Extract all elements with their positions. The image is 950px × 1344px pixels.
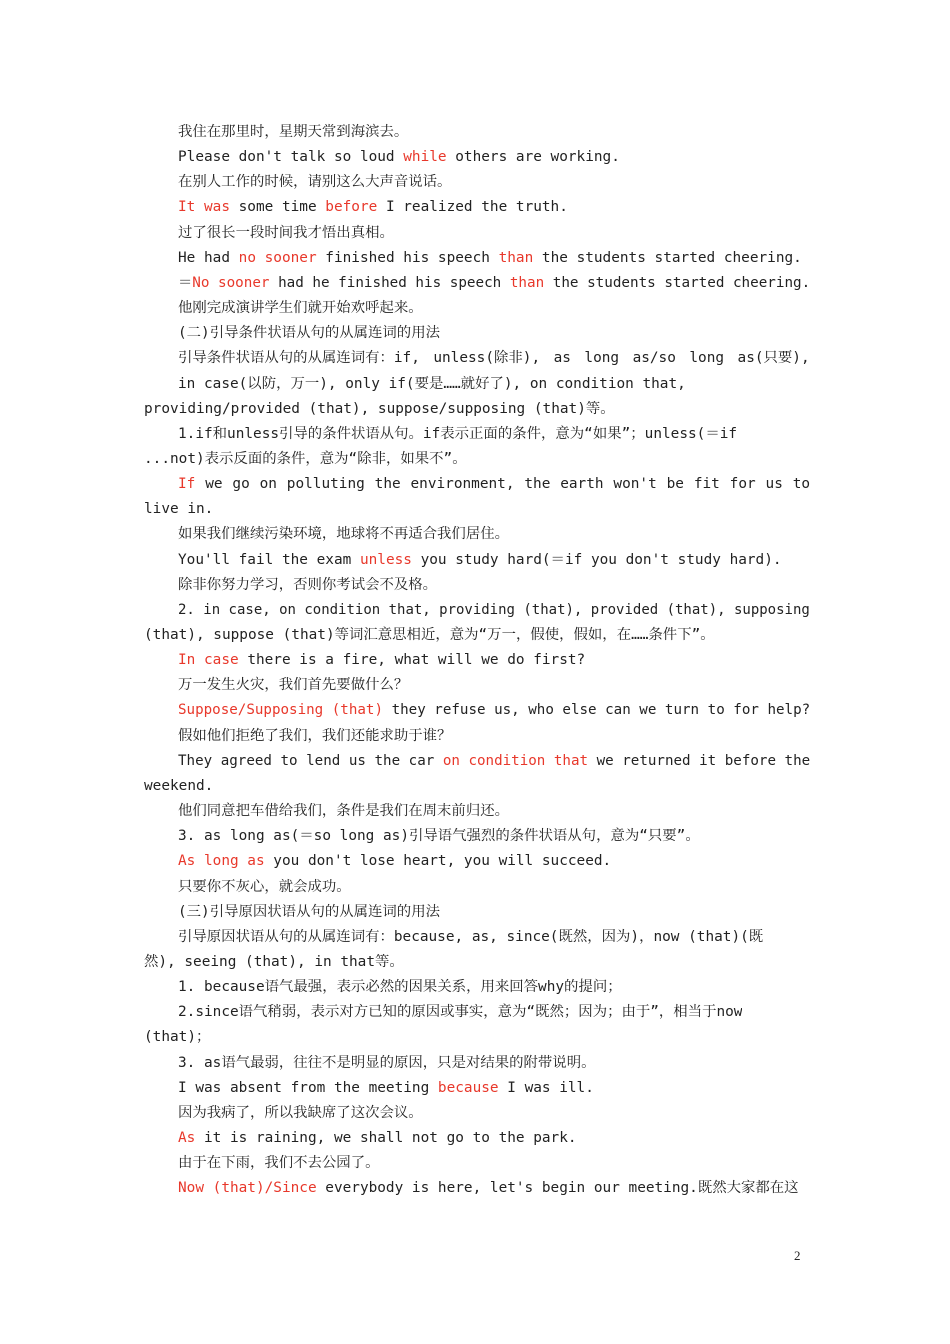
text-line bbox=[144, 775, 213, 797]
text-segment: the students started cheering. bbox=[533, 249, 802, 266]
text-line bbox=[178, 146, 620, 168]
text-segment: 引导原因状语从句的从属连词有：because, as, since(既然，因为)，now (that)(既 bbox=[178, 928, 764, 945]
text-segment: 如果我们继续污染环境，地球将不再适合我们居住。 bbox=[178, 526, 509, 543]
text-segment: (that)； bbox=[144, 1029, 211, 1046]
text-line bbox=[178, 222, 394, 244]
text-line bbox=[178, 725, 451, 747]
text-segment: we go on polluting the environment, the earth won't be fit for us to bbox=[195, 476, 811, 493]
keyword-highlight: It was bbox=[178, 199, 230, 216]
text-segment: 他们同意把车借给我们，条件是我们在周末前归还。 bbox=[178, 803, 509, 819]
keyword-highlight: As long as bbox=[178, 853, 265, 870]
keyword-highlight: before bbox=[325, 199, 378, 216]
text-segment: the students started cheering. bbox=[544, 274, 811, 291]
text-line bbox=[178, 649, 585, 671]
text-line bbox=[178, 976, 622, 998]
text-line bbox=[178, 322, 440, 344]
text-line bbox=[178, 272, 810, 294]
text-line bbox=[178, 674, 408, 696]
text-line bbox=[144, 398, 615, 420]
text-segment: Please don't talk so loud bbox=[178, 149, 404, 166]
text-line bbox=[178, 800, 509, 822]
text-segment: providing/provided (that), suppose/supposing (that)等。 bbox=[144, 400, 615, 417]
text-segment: You'll fail the exam bbox=[178, 551, 360, 568]
text-line bbox=[178, 876, 351, 898]
text-line bbox=[178, 599, 810, 621]
text-segment: 万一发生火灾，我们首先要做什么？ bbox=[178, 677, 409, 694]
text-segment: live in. bbox=[144, 501, 214, 518]
text-segment: it is raining, we shall not go to the park. bbox=[195, 1130, 577, 1146]
text-segment: 2. in case, on condition that, providing (that), provided (that), supposing bbox=[178, 601, 810, 618]
keyword-highlight: than bbox=[509, 274, 545, 291]
text-segment: (三)引导原因状语从句的从属连词的用法 bbox=[178, 903, 440, 920]
text-segment: you study hard(＝if you don't study hard). bbox=[411, 551, 782, 568]
text-segment: 3. as long as(＝so long as)引导语气强烈的条件状语从句，意为“只要”。 bbox=[178, 828, 700, 845]
text-segment: 因为我病了，所以我缺席了这次会议。 bbox=[178, 1104, 423, 1121]
text-segment: I was ill. bbox=[498, 1079, 594, 1096]
text-segment: weekend. bbox=[144, 777, 214, 794]
text-line bbox=[178, 373, 686, 395]
text-line bbox=[178, 423, 737, 445]
text-segment: 在别人工作的时候，请别这么大声音说话。 bbox=[178, 174, 452, 191]
text-line bbox=[178, 825, 700, 847]
text-segment: 过了很长一段时间我才悟出真相。 bbox=[178, 224, 394, 241]
keyword-highlight: As bbox=[178, 1130, 196, 1146]
keyword-highlight: unless bbox=[359, 551, 412, 568]
text-line bbox=[178, 1177, 799, 1199]
text-line bbox=[178, 926, 763, 948]
keyword-highlight: while bbox=[403, 149, 447, 166]
text-segment: I was absent from the meeting bbox=[178, 1079, 438, 1096]
keyword-highlight: on condition that bbox=[442, 752, 589, 769]
text-line bbox=[178, 171, 451, 193]
text-line bbox=[144, 951, 404, 973]
text-segment: He had bbox=[178, 249, 239, 266]
text-segment: 3. as语气最弱，往往不是明显的原因，只是对结果的附带说明。 bbox=[178, 1054, 596, 1071]
keyword-highlight: No sooner bbox=[192, 274, 270, 291]
text-segment: 由于在下雨，我们不去公园了。 bbox=[178, 1155, 380, 1172]
text-segment: everybody is here, let's begin our meeting.既然大家都在这 bbox=[316, 1180, 799, 1197]
text-segment: 假如他们拒绝了我们，我们还能求助于谁？ bbox=[178, 727, 452, 744]
text-segment: we returned it before the bbox=[588, 752, 811, 769]
text-line bbox=[178, 699, 810, 721]
text-segment: finished his speech bbox=[316, 249, 499, 266]
keyword-highlight: no sooner bbox=[238, 249, 317, 266]
text-line bbox=[178, 473, 810, 495]
text-line bbox=[178, 1001, 742, 1023]
text-line bbox=[144, 1026, 210, 1048]
keyword-highlight: In case bbox=[178, 652, 239, 669]
text-segment: they refuse us, who else can we turn to for help? bbox=[383, 702, 811, 719]
text-segment: 然), seeing (that), in that等。 bbox=[144, 953, 404, 970]
text-line bbox=[178, 297, 423, 319]
text-segment: 引导条件状语从句的从属连词有：if, unless(除非), as long as/so long as(只要), bbox=[178, 350, 810, 367]
text-line bbox=[178, 574, 437, 596]
text-segment: 只要你不灰心，就会成功。 bbox=[178, 878, 351, 895]
text-line bbox=[144, 498, 213, 520]
keyword-highlight: Now (that)/Since bbox=[178, 1180, 317, 1197]
text-segment: 1.if和unless引导的条件状语从句。if表示正面的条件，意为“如果”；unless(＝if bbox=[178, 425, 738, 442]
text-segment: ＝ bbox=[178, 274, 193, 291]
text-segment: others are working. bbox=[446, 149, 620, 166]
text-line bbox=[178, 1077, 594, 1099]
text-segment: there is a fire, what will we do first? bbox=[238, 652, 586, 669]
text-segment: They agreed to lend us the car bbox=[178, 752, 443, 769]
text-segment: some time bbox=[229, 199, 326, 216]
text-line bbox=[178, 196, 568, 218]
text-segment: 2.since语气稍弱，表示对方已知的原因或事实，意为“既然；因为；由于”，相当于now bbox=[178, 1004, 743, 1021]
text-segment: 我住在那里时，星期天常到海滨去。 bbox=[178, 124, 409, 140]
keyword-highlight: If bbox=[178, 476, 196, 493]
text-segment: in case(以防，万一), only if(要是……就好了), on condition that, bbox=[178, 375, 686, 392]
text-line bbox=[178, 850, 611, 872]
text-line bbox=[178, 121, 408, 143]
text-line bbox=[178, 1152, 379, 1174]
text-line bbox=[178, 549, 782, 571]
text-line bbox=[178, 247, 802, 269]
keyword-highlight: than bbox=[498, 249, 534, 266]
text-line bbox=[178, 901, 440, 923]
text-segment: 除非你努力学习，否则你考试会不及格。 bbox=[178, 576, 438, 593]
text-line bbox=[178, 750, 810, 772]
text-line bbox=[178, 1052, 595, 1074]
text-line bbox=[144, 448, 467, 470]
text-segment: ...not)表示反面的条件，意为“除非，如果不”。 bbox=[144, 450, 467, 467]
keyword-highlight: Suppose/Supposing (that) bbox=[178, 702, 384, 719]
text-segment: (that), suppose (that)等词汇意思相近，意为“万一，假使，假如，在……条件下”。 bbox=[144, 627, 715, 643]
text-line bbox=[178, 347, 810, 369]
text-segment: 他刚完成演讲学生们就开始欢呼起来。 bbox=[178, 300, 423, 316]
page-number: 2 bbox=[794, 1248, 801, 1263]
text-line bbox=[178, 1102, 423, 1124]
keyword-highlight: because bbox=[437, 1079, 499, 1096]
text-line bbox=[178, 523, 509, 545]
text-segment: you don't lose heart, you will succeed. bbox=[264, 853, 612, 870]
text-line bbox=[178, 1127, 577, 1149]
text-segment: (二)引导条件状语从句的从属连词的用法 bbox=[178, 325, 440, 342]
text-line bbox=[144, 624, 715, 646]
text-segment: 1. because语气最强，表示必然的因果关系，用来回答why的提问； bbox=[178, 979, 622, 996]
text-segment: I realized the truth. bbox=[377, 199, 568, 216]
text-segment: had he finished his speech bbox=[269, 274, 510, 291]
